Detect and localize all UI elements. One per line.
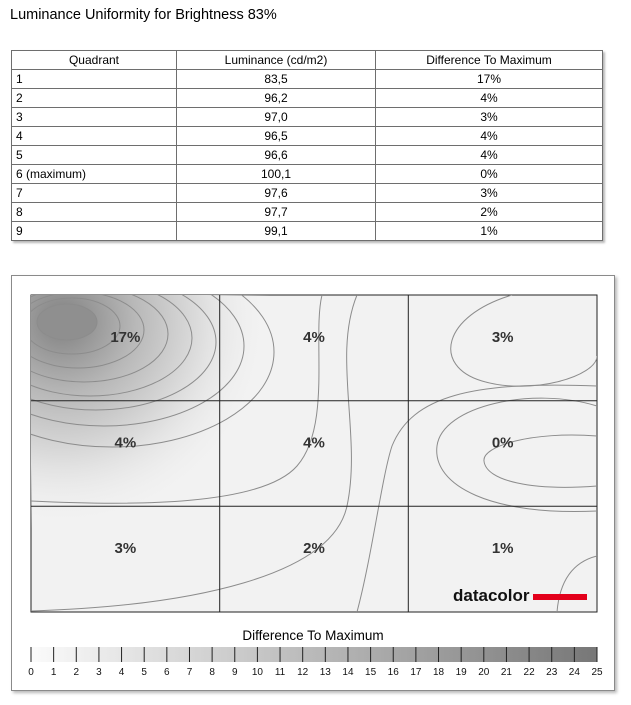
luminance-cell: 97,6 [177, 184, 376, 203]
scale-tick-label: 25 [591, 667, 603, 678]
cell-value-label: 4% [303, 434, 325, 452]
cell-value-label: 1% [491, 540, 514, 558]
cell-value-label: 2% [303, 540, 325, 558]
logo-red-bar [533, 594, 587, 600]
table-row [12, 127, 603, 146]
scale-tick-label: 10 [251, 667, 263, 678]
luminance-cell: 100,1 [177, 165, 376, 184]
table-row [12, 165, 603, 184]
scale-tick-label: 20 [478, 667, 490, 678]
difference-cell: 4% [376, 146, 603, 165]
logo-text: datacolor [453, 586, 530, 605]
difference-cell: 2% [376, 203, 603, 222]
scale-title: Difference To Maximum [242, 628, 384, 643]
page-title: Luminance Uniformity for Brightness 83% [10, 7, 277, 23]
table-row [12, 89, 603, 108]
scale-tick-label: 3 [96, 667, 102, 678]
table-row [12, 70, 603, 89]
quadrant-cell: 3 [12, 108, 177, 127]
scale-tick-label: 14 [342, 667, 354, 678]
cell-value-label: 17% [110, 328, 141, 346]
table-header-row [12, 51, 603, 70]
heatmap-plot [12, 276, 597, 612]
cell-value-label: 3% [114, 540, 137, 558]
luminance-cell: 83,5 [177, 70, 376, 89]
quadrant-cell: 7 [12, 184, 177, 203]
luminance-cell: 99,1 [177, 222, 376, 241]
table-row [12, 203, 603, 222]
scale-tick-label: 7 [186, 667, 193, 678]
quadrant-cell: 6 (maximum) [12, 165, 177, 184]
luminance-cell: 96,2 [177, 89, 376, 108]
scale-tick-label: 8 [209, 667, 215, 678]
scale-tick-label: 17 [410, 667, 422, 678]
quadrant-cell: 2 [12, 89, 177, 108]
quadrant-cell: 8 [12, 203, 177, 222]
luminance-cell: 97,7 [177, 203, 376, 222]
scale-tick-label: 6 [164, 667, 170, 678]
uniformity-table [11, 50, 603, 241]
luminance-cell: 96,6 [177, 146, 376, 165]
scale-tick-label: 5 [141, 667, 147, 678]
cell-value-label: 4% [303, 328, 325, 346]
scale-bar [31, 647, 597, 662]
cell-value-label: 0% [491, 434, 514, 452]
scale-tick-label: 0 [28, 667, 34, 678]
column-header-quadrant: Quadrant [12, 51, 177, 70]
table-row [12, 222, 603, 241]
luminance-cell: 97,0 [177, 108, 376, 127]
difference-cell: 4% [376, 89, 603, 108]
scale-tick-label: 16 [387, 667, 399, 678]
quadrant-cell: 4 [12, 127, 177, 146]
uniformity-heatmap [12, 276, 614, 690]
scale-tick-label: 22 [523, 667, 535, 678]
table-row [12, 146, 603, 165]
scale-tick-label: 21 [500, 667, 513, 678]
difference-cell: 1% [376, 222, 603, 241]
table-row [12, 108, 603, 127]
scale-tick-label: 12 [297, 667, 309, 678]
difference-cell: 3% [376, 184, 603, 203]
scale-tick-label: 18 [432, 667, 445, 678]
luminance-cell: 96,5 [177, 127, 376, 146]
scale-tick-label: 11 [274, 667, 286, 678]
column-header-difference: Difference To Maximum [376, 51, 603, 70]
scale-tick-label: 4 [118, 667, 125, 678]
quadrant-cell: 9 [12, 222, 177, 241]
column-header-luminance: Luminance (cd/m2) [177, 51, 376, 70]
difference-cell: 17% [376, 70, 603, 89]
uniformity-chart-panel [11, 275, 615, 691]
scale-tick-label: 15 [365, 667, 377, 678]
quadrant-cell: 5 [12, 146, 177, 165]
scale-tick-label: 24 [568, 667, 580, 678]
difference-cell: 4% [376, 127, 603, 146]
scale-tick-label: 2 [73, 667, 80, 678]
scale-tick-label: 9 [231, 667, 238, 678]
difference-cell: 3% [376, 108, 603, 127]
color-scale [28, 628, 603, 678]
difference-cell: 0% [376, 165, 603, 184]
scale-tick-label: 1 [50, 667, 57, 678]
scale-tick-label: 19 [455, 667, 467, 678]
cell-value-label: 3% [491, 328, 514, 346]
quadrant-cell: 1 [12, 70, 177, 89]
scale-tick-label: 13 [319, 667, 331, 678]
scale-tick-label: 23 [546, 667, 558, 678]
table-row [12, 184, 603, 203]
cell-value-label: 4% [114, 434, 137, 452]
